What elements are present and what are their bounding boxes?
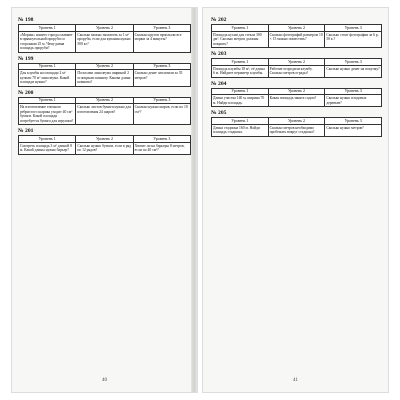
level-header: Уровень 3 (325, 59, 382, 66)
task-cell: На изготовление елочного ребристого шарика уходит 40 см² бумаги. Какой площади потребуется бумага для игрушки? (19, 104, 76, 125)
task-cell: Сколько можно заплатить за 1 м² проруби, если для купания нужно 500 кг? (76, 31, 133, 52)
task-cell: Сколько кругов проплыли все моржи за 4 минуты? (133, 31, 190, 52)
task-number: № 201 (18, 128, 34, 134)
table-row (19, 31, 191, 52)
level-header: Уровень 3 (325, 88, 382, 95)
task-cell: Длина участка 140 м, ширина 70 м. Найди площадь. (212, 95, 269, 107)
page-number: 41 (293, 378, 298, 383)
task-cell: Сколько нужно шаров, если по 10 см²? (133, 104, 190, 125)
level-header: Уровень 1 (19, 136, 76, 143)
task-number: № 200 (18, 89, 34, 96)
level-header: Уровень 3 (325, 25, 382, 32)
task-number: № 204 (211, 80, 227, 87)
task-cell: Сколько нужно бумаги, если в ряд по 12 рядов? (76, 142, 133, 154)
task-cell: Сколько метров необходимо пробежать вокруг стадиона? (268, 124, 325, 136)
task-table (211, 58, 382, 78)
task-table (211, 88, 382, 108)
table-row (212, 31, 382, 48)
level-header: Уровень 2 (268, 88, 325, 95)
level-header: Уровень 1 (19, 63, 76, 70)
level-header: Уровень 3 (133, 63, 190, 70)
level-header: Уровень 2 (76, 97, 133, 104)
level-header: Уровень 2 (268, 59, 325, 66)
task-number: № 199 (18, 55, 34, 62)
task-cell: Сколько фотографий размером 10 × 15 можно поместить? (268, 31, 325, 48)
task-cell: Рабочие огородили клумбу. Сколько метров ограды? (268, 65, 325, 77)
level-header: Уровень 1 (212, 59, 269, 66)
task-cell: Для клумбы на площади 2 м² купили 70 м² линолеума. Какой площади нужно? (19, 70, 76, 87)
task-cell: Сколько денег заплатили за 35 метров? (133, 70, 190, 87)
task-number: № 202 (211, 17, 227, 23)
table-row (212, 65, 382, 77)
task-table (18, 97, 191, 126)
table-row (212, 95, 382, 107)
page-number: 40 (102, 378, 107, 383)
task-cell: Площадь клумбы 18 м², её длина 6 м. Найдите периметр клумбы. (212, 65, 269, 77)
task-number: № 198 (18, 17, 34, 23)
task-cell: Длина стадиона 160 м. Найди площадь стадиона. (212, 124, 269, 136)
task-cell: Сколько листов бумаги нужно для изготовления 24 шаров? (76, 104, 133, 125)
level-header: Уровень 3 (325, 118, 382, 125)
book-spine (191, 8, 197, 392)
level-header: Уровень 3 (133, 25, 190, 32)
level-header: Уровень 2 (268, 25, 325, 32)
task-cell: Сколько нужно плодовых деревьев? (325, 95, 382, 107)
task-table (211, 24, 382, 48)
task-number: № 205 (211, 110, 227, 116)
task-cell: Какая площадь занята садом? (268, 95, 325, 107)
table-row (19, 70, 191, 87)
level-header: Уровень 1 (212, 118, 269, 125)
task-cell: Смотреть площадь 3 м² длиной 8 м. Какой длины нужно барьер? (19, 142, 76, 154)
table-row (19, 104, 191, 125)
task-number: № 203 (211, 51, 227, 57)
right-page (203, 8, 388, 392)
level-header: Уровень 1 (212, 25, 269, 32)
level-header: Уровень 2 (76, 63, 133, 70)
task-cell: «Моржи» нашего города плавают в прямоугольной проруби со сторонами 25 м. Чему равна площадь проруби? (19, 31, 76, 52)
task-cell: Полосами линолеума шириной 2 м покрыли комнату. Какова длина комнаты? (76, 70, 133, 87)
task-cell: Площадь кухни для стекла 300 дм². Сколько метров должны покрыть? (212, 31, 269, 48)
book-spread (12, 8, 388, 392)
task-table (211, 117, 382, 137)
task-cell: Хватит ли на барьеры 8 метров, если по 40 см²? (133, 142, 190, 154)
task-table (18, 24, 191, 53)
level-header: Уровень 2 (76, 136, 133, 143)
level-header: Уровень 1 (19, 25, 76, 32)
level-header: Уровень 1 (19, 97, 76, 104)
table-row (19, 142, 191, 154)
task-table (18, 63, 191, 87)
task-cell: Сколько стоят фотографии за 6 р. 50 к.? (325, 31, 382, 48)
table-row (212, 124, 382, 136)
level-header: Уровень 3 (133, 136, 190, 143)
task-cell: Сколько нужно метров? (325, 124, 382, 136)
left-page (12, 8, 197, 392)
task-cell: Сколько нужно денег на покупку? (325, 65, 382, 77)
task-table (18, 135, 191, 155)
level-header: Уровень 2 (268, 118, 325, 125)
level-header: Уровень 2 (76, 25, 133, 32)
level-header: Уровень 1 (212, 88, 269, 95)
level-header: Уровень 3 (133, 97, 190, 104)
